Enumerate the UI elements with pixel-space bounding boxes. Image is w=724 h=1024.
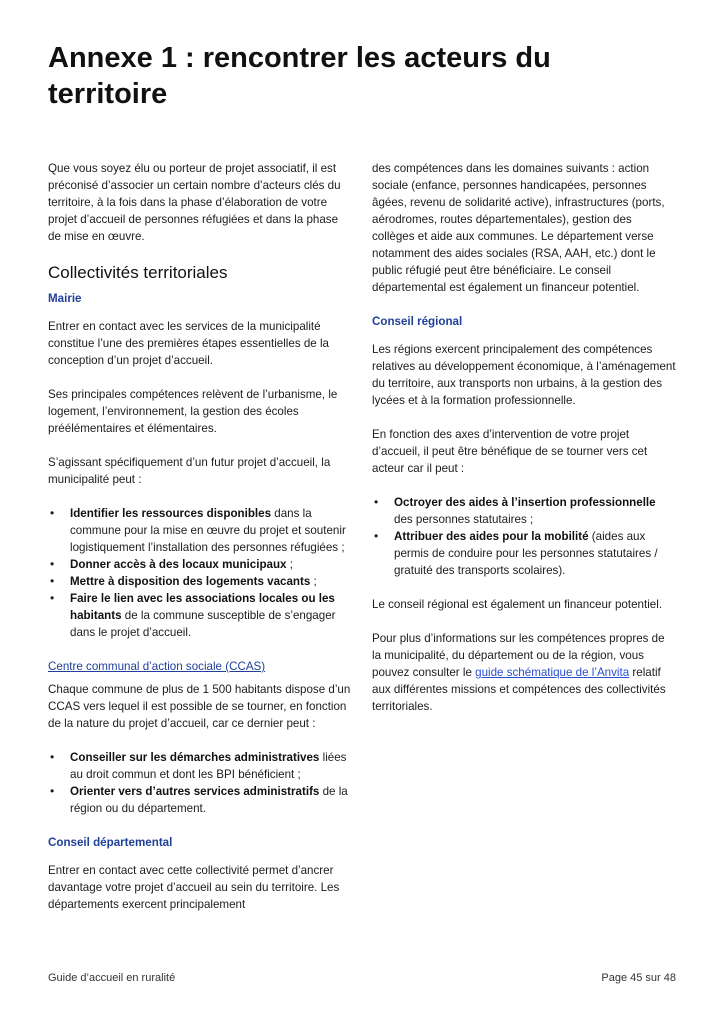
departement-paragraph: Entrer en contact avec cette collectivité permet d’ancrer davantage votre projet d’accueil au sein du territoire. Les départements exercent principalement (48, 864, 340, 911)
list-item: • Orienter vers d’autres services administratifs de la région ou du département. (48, 783, 352, 817)
mairie-paragraph-2: Ses principales compétences relèvent de l’urbanisme, le logement, l’environnement, la gestion des écoles préélémentaires et élémentaires. (48, 388, 338, 435)
intro-paragraph: Que vous soyez élu ou porteur de projet associatif, il est préconisé d’associer un certain nombre d’acteurs clés du territoire, à la fois dans la phase d’élaboration de votre projet d’accueil de personnes réfugiées et dans la phase de mise en œuvre. (48, 162, 341, 243)
left-column (48, 160, 352, 913)
list-item: • Mettre à disposition des logements vacants ; (48, 573, 352, 590)
page-title: Annexe 1 : rencontrer les acteurs du territoire (48, 42, 551, 110)
list-item: • Octroyer des aides à l’insertion professionnelle des personnes statutaires ; (372, 494, 676, 528)
footer-page-number: Page 45 sur 48 (601, 972, 676, 984)
list-item: • Conseiller sur les démarches administratives liées au droit commun et dont les BPI bénéficient ; (48, 749, 352, 783)
anvita-guide-link[interactable]: guide schématique de l’Anvita (475, 666, 630, 679)
list-item: • Attribuer des aides pour la mobilité (aides aux permis de conduire pour les personnes statutaires / gratuité des transports scolaires). (372, 528, 676, 579)
departement-heading: Conseil départemental (48, 836, 173, 849)
region-paragraph-2: En fonction des axes d’intervention de votre projet d’accueil, il peut être bénéfique de se tourner vers cet acteur car il peut : (372, 428, 648, 475)
mairie-paragraph-1: Entrer en contact avec les services de la municipalité constitue l’une des premières étapes essentielles de la conception d’un projet d’accueil. (48, 320, 329, 367)
mairie-heading: Mairie (48, 292, 82, 305)
departement-continuation: des compétences dans les domaines suivants : action sociale (enfance, personnes handicapées, personnes âgées, revenu de solidarité active), infrastructures (ports, aérodromes, routes départementales), gestion des collèges et aide aux communes. Le département verse notamment des aides sociales (RSA, AAH, etc.) dont le public réfugié peut être bénéficiaire. Le conseil départemental est également un financeur potentiel. (372, 162, 665, 294)
ccas-bullet-list (48, 749, 352, 817)
region-paragraph-1: Les régions exercent principalement des compétences relatives au développement économique, à l’aménagement du territoire, aux transports non urbains, à la gestion des lycées et à la formation professionnelle. (372, 343, 676, 407)
region-paragraph-4: Pour plus d’informations sur les compétences propres de la municipalité, du département ou de la région, vous pouvez consulter le guide schématique de l’Anvita relatif aux différentes missions et compétences des collectivités territoriales. (372, 632, 666, 713)
list-item: • Identifier les ressources disponibles dans la commune pour la mise en œuvre du projet et soutenir logistiquement l’installation des personnes réfugiées ; (48, 505, 352, 556)
right-column (372, 160, 676, 732)
ccas-heading-link[interactable]: Centre communal d’action sociale (CCAS) (48, 660, 266, 673)
footer-guide-title: Guide d’accueil en ruralité (48, 972, 176, 984)
list-item: • Faire le lien avec les associations locales ou les habitants de la commune susceptible de s’engager dans le projet d’accueil. (48, 590, 352, 641)
mairie-bullet-list (48, 505, 352, 641)
region-heading: Conseil régional (372, 315, 463, 328)
mairie-paragraph-3: S’agissant spécifiquement d’un futur projet d’accueil, la municipalité peut : (48, 456, 331, 486)
region-bullet-list (372, 494, 676, 579)
section-title: Collectivités territoriales (48, 263, 228, 282)
list-item: • Donner accès à des locaux municipaux ; (48, 556, 352, 573)
region-paragraph-3: Le conseil régional est également un financeur potentiel. (372, 598, 663, 611)
ccas-paragraph: Chaque commune de plus de 1 500 habitants dispose d’un CCAS vers lequel il est possible de se tourner, en fonction de la nature du projet d’accueil, car ce dernier peut : (48, 683, 351, 730)
